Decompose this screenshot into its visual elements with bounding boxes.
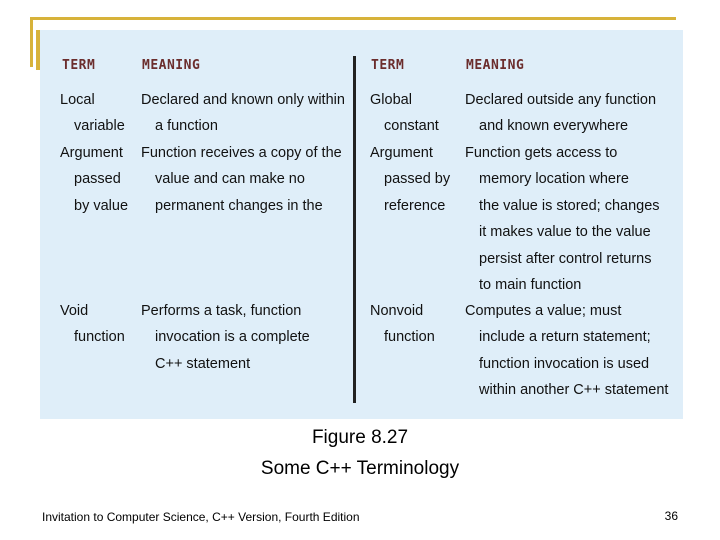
meaning-nonvoid-function: Computes a value; must include a return statement; function invocation is used within another C++ statement xyxy=(465,303,669,399)
frame-left-border xyxy=(30,17,33,67)
meaning-argument-by-reference: Function gets access to memory location where the value is stored; changes it makes value to the value persist after control returns to main function xyxy=(465,145,660,293)
meaning-local-variable: Declared and known only within a function xyxy=(141,92,345,135)
right-meaning-header: MEANING xyxy=(466,58,525,73)
frame-top-border xyxy=(30,17,676,20)
term-argument-by-reference: Argument passed by reference xyxy=(370,145,451,214)
right-term-header: TERM xyxy=(371,58,405,73)
term-nonvoid-function: Nonvoid function xyxy=(370,303,435,346)
left-term-header: TERM xyxy=(62,58,96,73)
column-divider xyxy=(353,56,356,403)
term-local-variable: Local variable xyxy=(60,92,125,135)
meaning-argument-by-value: Function receives a copy of the value and can make no permanent changes in the xyxy=(141,145,342,214)
figure-title: Some C++ Terminology xyxy=(260,458,460,479)
term-argument-by-value: Argument passed by value xyxy=(60,145,129,214)
meaning-global-constant: Declared outside any function and known everywhere xyxy=(465,92,657,135)
figure-number: Figure 8.27 xyxy=(311,427,409,448)
terminology-table xyxy=(40,30,683,419)
footer-text: Invitation to Computer Science, C++ Version, Fourth Edition xyxy=(42,510,360,524)
page-number: 36 xyxy=(664,509,678,523)
term-global-constant: Global constant xyxy=(370,92,439,135)
term-void-function: Void function xyxy=(60,303,125,346)
meaning-void-function: Performs a task, function invocation is a complete C++ statement xyxy=(141,303,310,372)
left-meaning-header: MEANING xyxy=(142,58,201,73)
